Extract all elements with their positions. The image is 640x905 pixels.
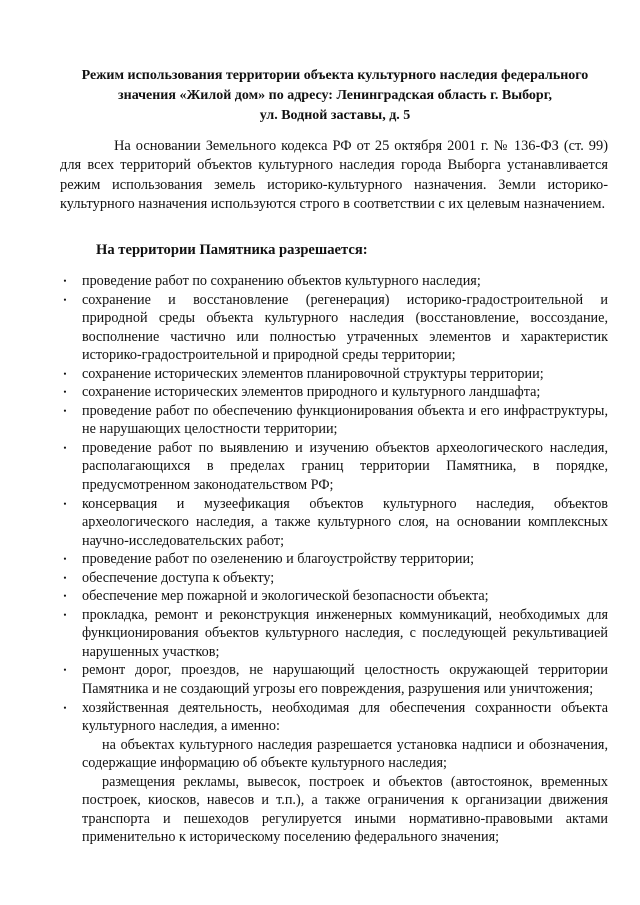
bullet-icon: • <box>63 702 67 713</box>
title-line-2: значения «Жилой дом» по адресу: Ленинградская область г. Выборг, <box>118 88 552 103</box>
list-item <box>60 699 608 736</box>
list-item-text: проведение работ по озеленению и благоустройству территории; <box>82 551 475 568</box>
sub-paragraph-advertising: размещения рекламы, вывесок, построек и объектов (автостоянок, временных построек, киосков, навесов и т.п.), а также ограничения к организации движения транспорта и пешеходов регулируется иными нормативно-правовыми актами применительно к историческому поселению федерального значения; <box>82 773 608 846</box>
bullet-icon: • <box>63 405 67 416</box>
document-title <box>56 66 614 126</box>
list-item <box>60 587 608 606</box>
sub-paragraph-signage: на объектах культурного наследия разрешается установка надписи и обозначения, содержащие информацию об объекте культурного наследия; <box>82 736 608 772</box>
permitted-activities-list <box>60 272 608 847</box>
list-item-text: хозяйственная деятельность, необходимая для обеспечения сохранности объекта культурного наследия, а именно: <box>82 699 608 735</box>
list-item-text: сохранение и восстановление (регенерация) историко-градостроительной и природной среды объекта культурного наследия (восстановление, воссоздание, восполнение частично или полностью утраченных элементов и характеристик историко-градостроительной и природной среды территории; <box>82 291 608 364</box>
bullet-icon: • <box>63 609 67 620</box>
sub-paragraph-group <box>60 736 608 847</box>
list-item <box>60 439 608 495</box>
section-heading: На территории Памятника разрешается: <box>96 242 368 258</box>
list-item-text: обеспечение доступа к объекту; <box>82 569 275 586</box>
list-item <box>60 365 608 384</box>
list-item <box>60 606 608 662</box>
list-item <box>60 272 608 291</box>
list-item <box>60 661 608 698</box>
list-item <box>60 291 608 365</box>
list-item-text: прокладка, ремонт и реконструкция инженерных коммуникаций, необходимых для функционирования объектов культурного наследия, с последующей рекультивацией нарушенных участков; <box>82 606 608 660</box>
list-item <box>60 383 608 402</box>
list-item <box>60 495 608 551</box>
bullet-icon: • <box>63 368 67 379</box>
bullet-icon: • <box>63 591 67 602</box>
list-item-text: проведение работ по сохранению объектов культурного наследия; <box>82 273 481 289</box>
title-line-3: ул. Водной заставы, д. 5 <box>259 108 411 123</box>
list-item-text: сохранение исторических элементов планировочной структуры территории; <box>82 365 544 382</box>
title-line-1: Режим использования территории объекта культурного наследия федерального <box>81 68 589 83</box>
list-item <box>60 550 608 569</box>
bullet-icon: • <box>63 498 67 509</box>
bullet-icon: • <box>63 572 67 583</box>
bullet-icon: • <box>63 554 67 565</box>
list-item-text: консервация и музеефикация объектов культурного наследия, объектов археологического наследия, а также культурного слоя, на основании комплексных научно-исследовательских работ; <box>82 495 608 549</box>
list-item-text: сохранение исторических элементов природного и культурного ландшафта; <box>82 384 541 401</box>
bullet-icon: • <box>63 665 67 676</box>
list-item-text: обеспечение мер пожарной и экологической безопасности объекта; <box>82 588 489 605</box>
list-item <box>60 569 608 588</box>
bullet-icon: • <box>63 294 67 305</box>
list-item-text: ремонт дорог, проездов, не нарушающий целостность окружающей территории Памятника и не создающий угрозы его повреждения, разрушения или уничтожения; <box>82 662 608 698</box>
list-item <box>60 402 608 439</box>
bullet-icon: • <box>63 442 67 453</box>
intro-paragraph: На основании Земельного кодекса РФ от 25 октября 2001 г. № 136-ФЗ (ст. 99) для всех территорий объектов культурного наследия города Выборга устанавливается режим использования земель историко-культурного назначения. Земли историко-культурного назначения используются строго в соответствии с их целевым назначением. <box>60 138 608 213</box>
list-item-text: проведение работ по выявлению и изучению объектов археологического наследия, располагающихся в пределах границ территории Памятника, в порядке, предусмотренном законодательством РФ; <box>82 439 608 494</box>
bullet-icon: • <box>63 276 67 286</box>
bullet-icon: • <box>63 387 67 398</box>
list-item-text: проведение работ по обеспечению функционирования объекта и его инфраструктуры, не нарушающих целостности территории; <box>82 402 608 438</box>
